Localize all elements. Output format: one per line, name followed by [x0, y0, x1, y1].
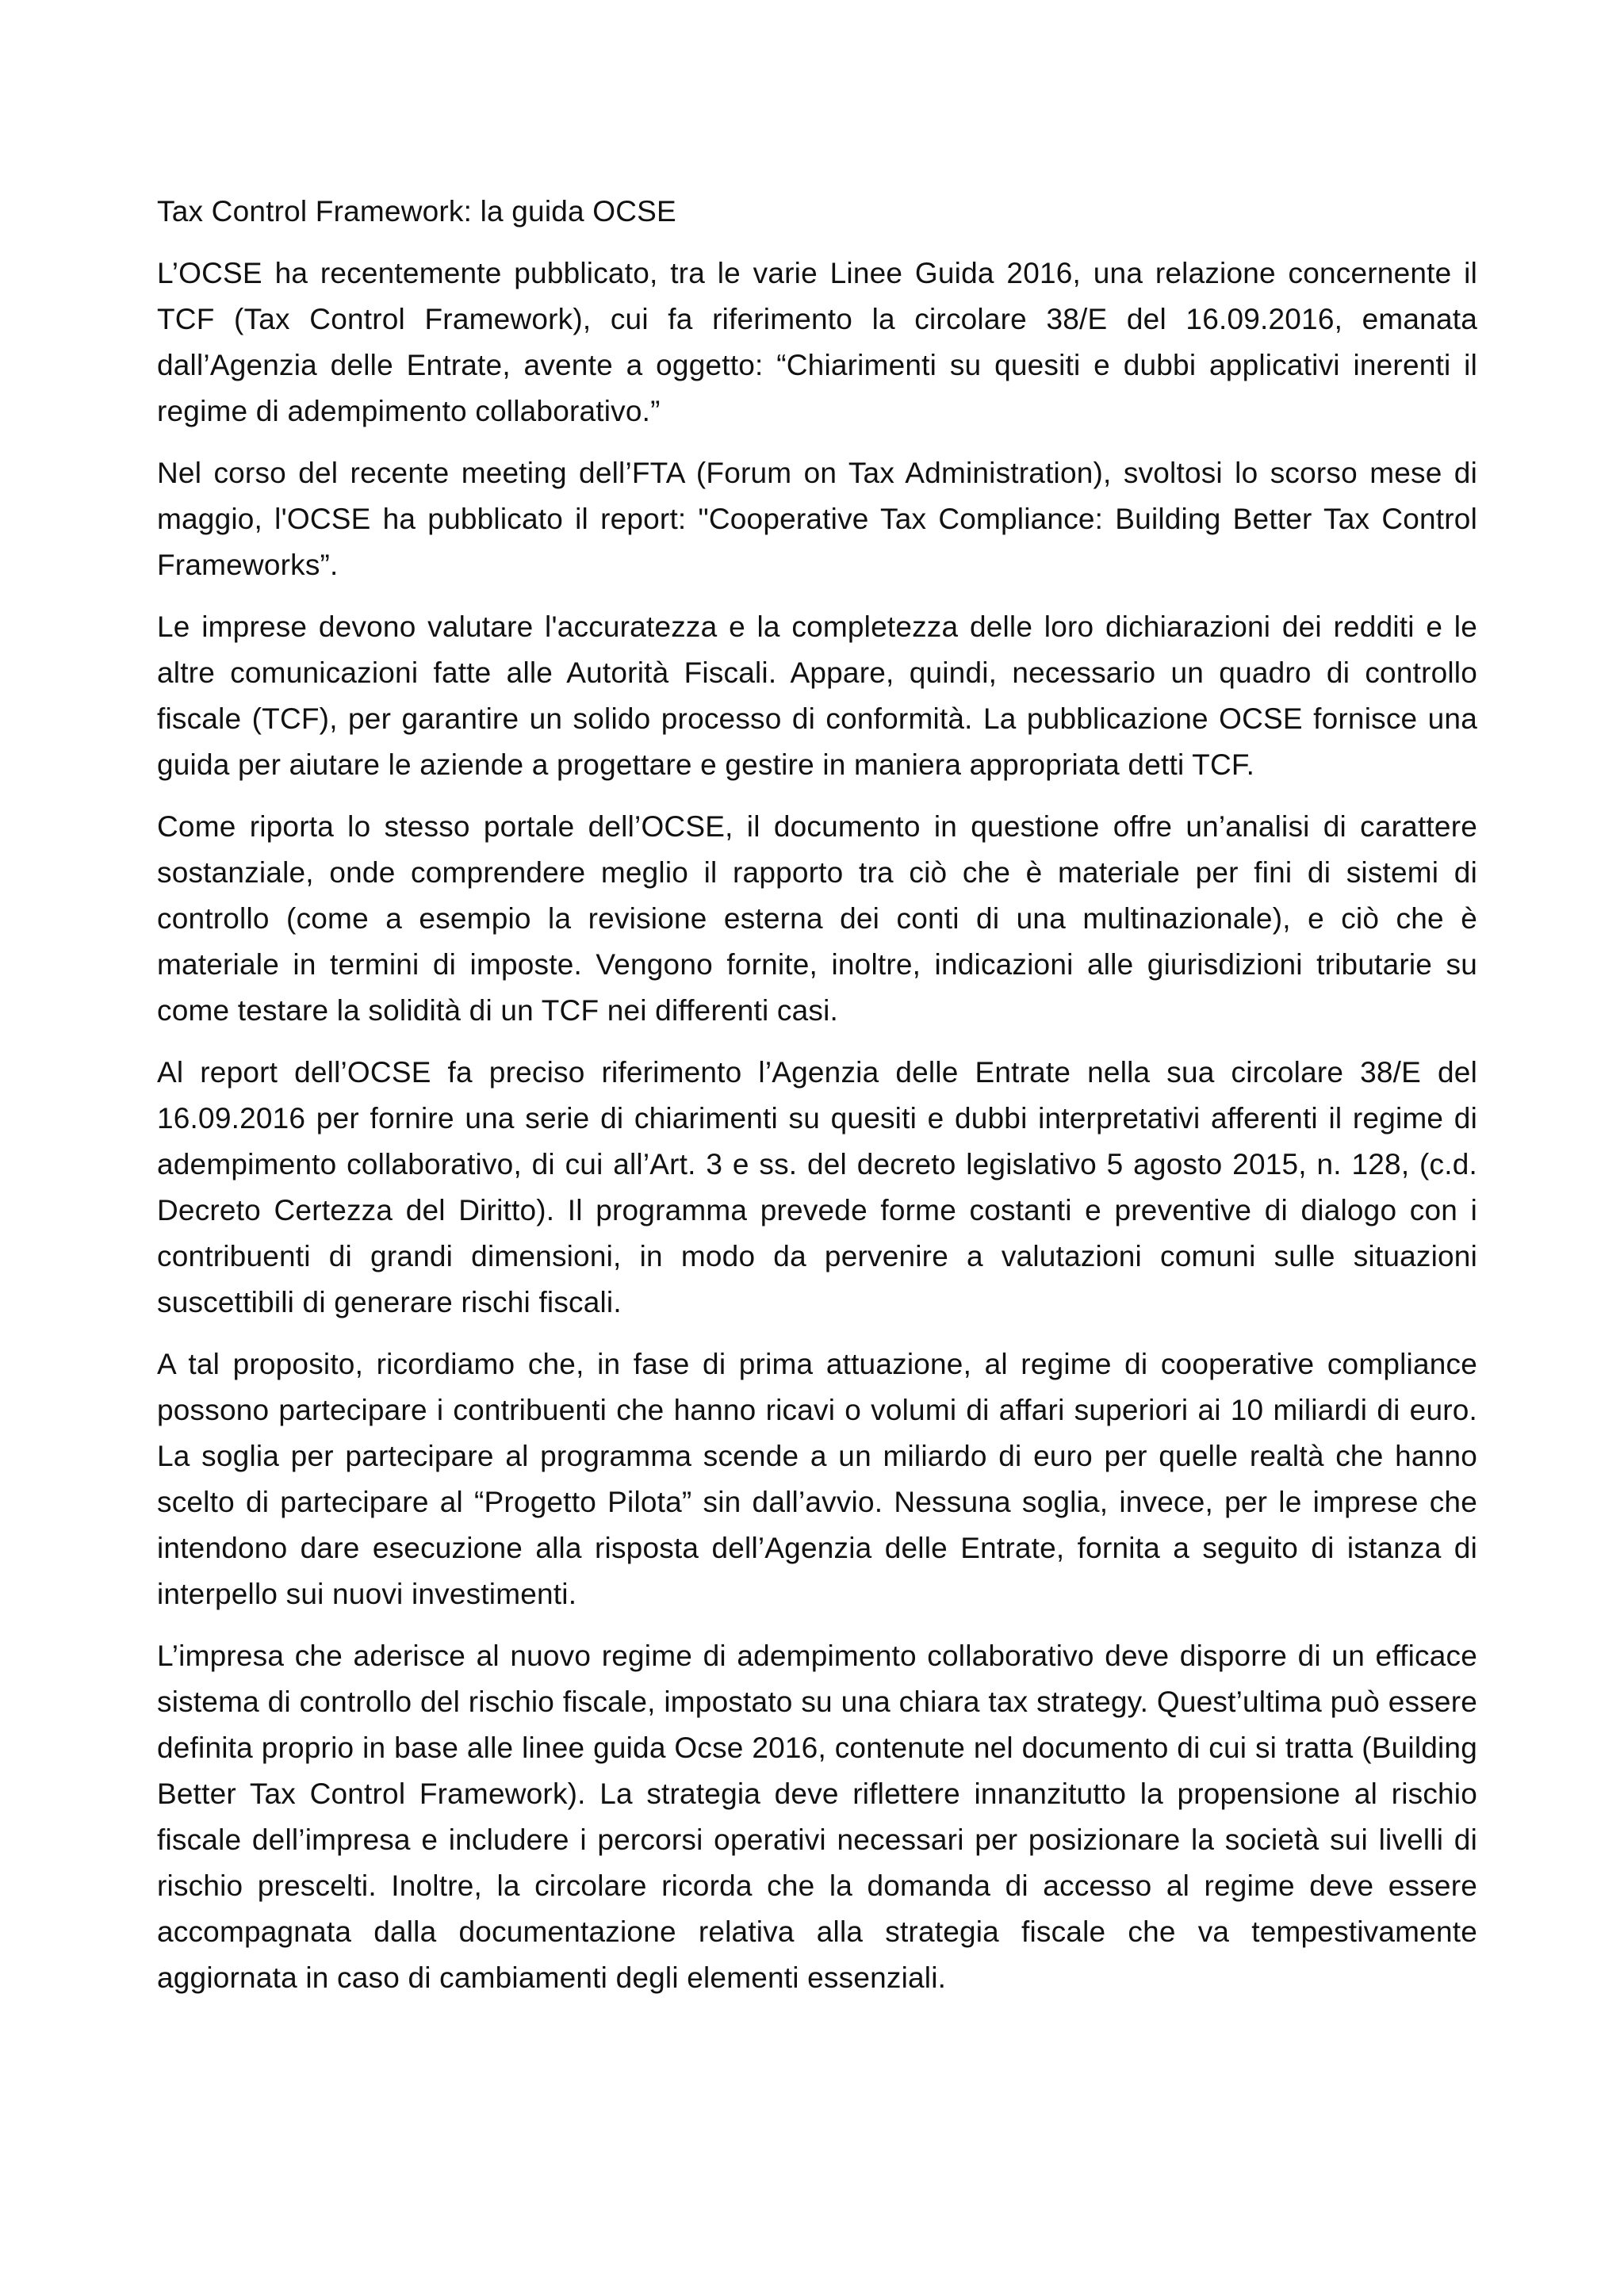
paragraph-intro: L’OCSE ha recentemente pubblicato, tra le varie Linee Guida 2016, una relazione concernente il TCF (Tax Control Framework), cui fa riferimento la circolare 38/E del 16.09.2016, emanata dall’Agenzia delle Entrate, avente a oggetto: “Chiarimenti su quesiti e dubbi applicativi inerenti il regime di adempimento collaborativo.” [157, 257, 1477, 427]
paragraph-ocse-portal: Come riporta lo stesso portale dell’OCSE, il documento in questione offre un’analisi di carattere sostanziale, onde comprendere meglio il rapporto tra ciò che è materiale per fini di sistemi di controllo (come a esempio la revisione esterna dei conti di una multinazionale), e ciò che è materiale in termini di imposte. Vengono fornite, inoltre, indicazioni alle giurisdizioni tributarie su come testare la solidità di un TCF nei differenti casi. [157, 810, 1477, 1027]
document-title: Tax Control Framework: la guida OCSE [157, 195, 676, 228]
paragraph-tax-strategy: L’impresa che aderisce al nuovo regime di adempimento collaborativo deve disporre di un efficace sistema di controllo del rischio fiscale, impostato su una chiara tax strategy. Quest’ultima può essere definita proprio in base alle linee guida Ocse 2016, contenute nel documento di cui si tratta (Building Better Tax Control Framework). La strategia deve riflettere innanzitutto la propensione al rischio fiscale dell’impresa e includere i percorsi operativi necessari per posizionare la società sui livelli di rischio prescelti. Inoltre, la circolare ricorda che la domanda di accesso al regime deve essere accompagnata dalla documentazione relativa alla strategia fiscale che va tempestivamente aggiornata in caso di cambiamenti degli elementi essenziali. [157, 1640, 1477, 1994]
paragraph-fta-meeting: Nel corso del recente meeting dell’FTA (Forum on Tax Administration), svoltosi lo scorso mese di maggio, l'OCSE ha pubblicato il report: "Cooperative Tax Compliance: Building Better Tax Control Frameworks”. [157, 457, 1477, 581]
paragraph-companies-tcf: Le imprese devono valutare l'accuratezza e la completezza delle loro dichiarazioni dei redditi e le altre comunicazioni fatte alle Autorità Fiscali. Appare, quindi, necessario un quadro di controllo fiscale (TCF), per garantire un solido processo di conformità. La pubblicazione OCSE fornisce una guida per aiutare le aziende a progettare e gestire in maniera appropriata detti TCF. [157, 610, 1477, 781]
paragraph-thresholds: A tal proposito, ricordiamo che, in fase di prima attuazione, al regime di cooperative compliance possono partecipare i contribuenti che hanno ricavi o volumi di affari superiori ai 10 miliardi di euro. La soglia per partecipare al programma scende a un miliardo di euro per quelle realtà che hanno scelto di partecipare al “Progetto Pilota” sin dall’avvio. Nessuna soglia, invece, per le imprese che intendono dare esecuzione alla risposta dell’Agenzia delle Entrate, fornita a seguito di istanza di interpello sui nuovi investimenti. [157, 1348, 1477, 1610]
document-body [157, 189, 1477, 2001]
paragraph-agenzia-circolare: Al report dell’OCSE fa preciso riferimento l’Agenzia delle Entrate nella sua circolare 38/E del 16.09.2016 per fornire una serie di chiarimenti su quesiti e dubbi interpretativi afferenti il regime di adempimento collaborativo, di cui all’Art. 3 e ss. del decreto legislativo 5 agosto 2015, n. 128, (c.d. Decreto Certezza del Diritto). Il programma prevede forme costanti e preventive di dialogo con i contribuenti di grandi dimensioni, in modo da pervenire a valutazioni comuni sulle situazioni suscettibili di generare rischi fiscali. [157, 1056, 1477, 1318]
